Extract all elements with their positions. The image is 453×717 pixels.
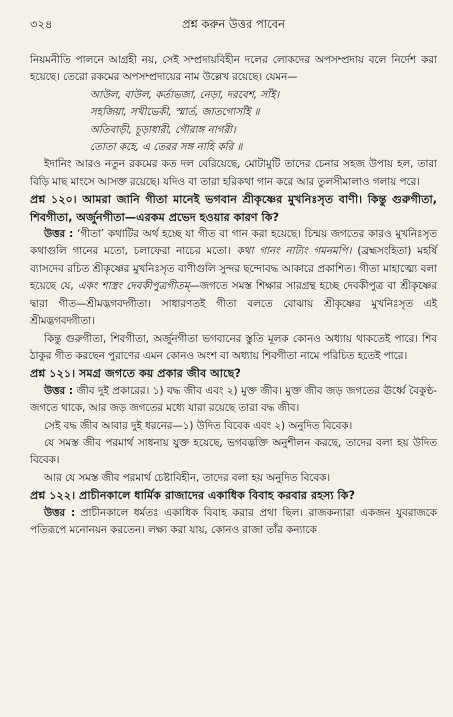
verse-line: তোতা কহে, এ তেরর সঙ্গ নাহি করি ॥	[90, 141, 243, 154]
page-header	[30, 16, 437, 34]
answer-label: উত্তর :	[44, 228, 74, 241]
answer-text: (ব্রহ্মসংহিতা) মহর্ষি ব্যাসদেব রচিত শ্রীকৃষ্ণের মুখনিঃসৃত বাণীগুলি সুন্দর ছন্দোবদ্ধ আকারে প্রকাশিত। গীতা মাহাত্ম্যে বলা হয়েছে যে,	[30, 245, 437, 293]
answer-122	[30, 505, 437, 540]
verse-line: আউল, বাউল, কর্তাভজা, নেড়া, দরবেশ, সাঁই।	[90, 88, 280, 101]
sanskrit-quote: একং শাস্ত্রং দেবকীপুত্রগীতম্	[77, 280, 190, 293]
paragraph-1: নিয়মনীতি পালনে আগ্রহী নয়, সেই সম্প্রদায়বিহীন দলের লোকদের অপসম্প্রদায় বলে নির্দেশ করা হয়েছে। তেরো রকমের অপসম্প্রদায়ের নাম উল্লেখ রয়েছে। যেমন—	[30, 54, 437, 84]
verse-line: সহজিয়া, সখীভেকী, স্মার্ত, জাতগোসাঁই ॥	[90, 106, 260, 119]
answer-label: উত্তর :	[44, 384, 74, 397]
sanskrit-quote: কথা গানং নাট্যং গমনমপি।	[236, 245, 352, 258]
answer-120-continued: কিন্তু গুরুগীতা, শিবগীতা, অর্জুনগীতা ভগবানের স্তুতি মূলক কোনও অধ্যায় থাকতেই পারে। শিব ঠাকুর গীত করছেন পুরাণের এমন কোনও অংশ বা অধ্যায় শিবগীতা নামে পরিচিত হতেই পারে।	[30, 332, 437, 362]
answer-text: —জগতে সমস্ত শিক্ষার সারগ্রন্থ হচ্ছে দেবকীপুত্র বা শ্রীকৃষ্ণের দ্বারা গীত—শ্রীমদ্ভগবদ্গীতা। সাধারণতই গীতা বলতে বোঝায় শ্রীকৃষ্ণের মুখনিঃসৃত এই শ্রীমদ্ভগবদ্গীতা।	[30, 280, 437, 328]
answer-text: ‘গীতা’ কথাটির অর্থ হচ্ছে যা গীত বা গান করা হয়েছে। চিন্ময় জগতের কারও মুখনিঃসৃত কথাগুলি গানের মতো, চলাফেরা নাচের মতো।	[30, 228, 437, 258]
question-121: প্রশ্ন ১২১। সমগ্র জগতে কয় প্রকার জীব আছে?	[30, 367, 241, 381]
verse-block	[30, 87, 437, 157]
paragraph-2: ইদানিং আরও নতুন রকমের কত দল বেরিয়েছে, মোটামুটি তাদের চেনার সহজ উপায় হল, তারা বিড়ি মাছ মাংসে আসক্ত রয়েছে। যদিও বা তারা হরিকথা গান করে আর তুলসীমালাও গলায় পরে।	[30, 158, 437, 188]
answer-121	[30, 383, 437, 418]
answer-121-line-3: যে সমস্ত জীব পরমার্থ সাধনায় যুক্ত হয়েছে, ভগবদ্ভক্তি অনুশীলন করছে, তাদের বলা হয় উদিত বিবেক।	[30, 436, 437, 467]
answer-text: প্রাচীনকালে ধর্মতঃ একাধিক বিবাহ করার প্রথা ছিল। রাজকন্যারা একজন যুবরাজকে পতিরূপে মনোনয়ন করতেন। লক্ষ্য করা যায়, কোনও রাজা তাঁর কন্যাকে	[30, 506, 437, 536]
answer-text: জীব দুই প্রকারের। ১) বদ্ধ জীব এবং ২) মুক্ত জীব। মুক্ত জীব জড় জগতের ঊর্ধ্বে বৈকুণ্ঠ-জগতে থাকে, আর জড় জগতের মধ্যে যারা রয়েছে তারা বদ্ধ জীব।	[30, 384, 437, 415]
answer-121-line-4: আর যে সমস্ত জীব পরমার্থ চেষ্টাবিহীন, তাদের বলা হয় অনুদিত বিবেক।	[44, 471, 331, 484]
page-number: ৩২৪	[30, 17, 53, 31]
verse-line: অতিবাড়ী, চূড়াধারী, গৌরাঙ্গ নাগরী।	[90, 123, 236, 136]
answer-120	[30, 226, 437, 330]
running-head: প্রশ্ন করুন উত্তর পাবেন	[181, 17, 286, 31]
question-122: প্রশ্ন ১২২। প্রাচীনকালে ধার্মিক রাজাদের একাধিক বিবাহ করবার রহস্য কি?	[30, 489, 356, 503]
answer-label: উত্তর :	[44, 506, 76, 519]
question-120: প্রশ্ন ১২০। আমরা জানি গীতা মানেই ভগবান শ্রীকৃষ্ণের মুখনিঃসৃত বাণী। কিন্তু গুরুগীতা, শিবগীতা, অর্জুনগীতা—এরকম প্রভেদ হওয়ার কারণ কি?	[30, 193, 437, 224]
answer-121-line-2: সেই বদ্ধ জীব আবার দুই ধরনের—১) উদিত বিবেক এবং ২) অনুদিত বিবেক।	[44, 419, 353, 432]
page-content	[30, 52, 437, 539]
